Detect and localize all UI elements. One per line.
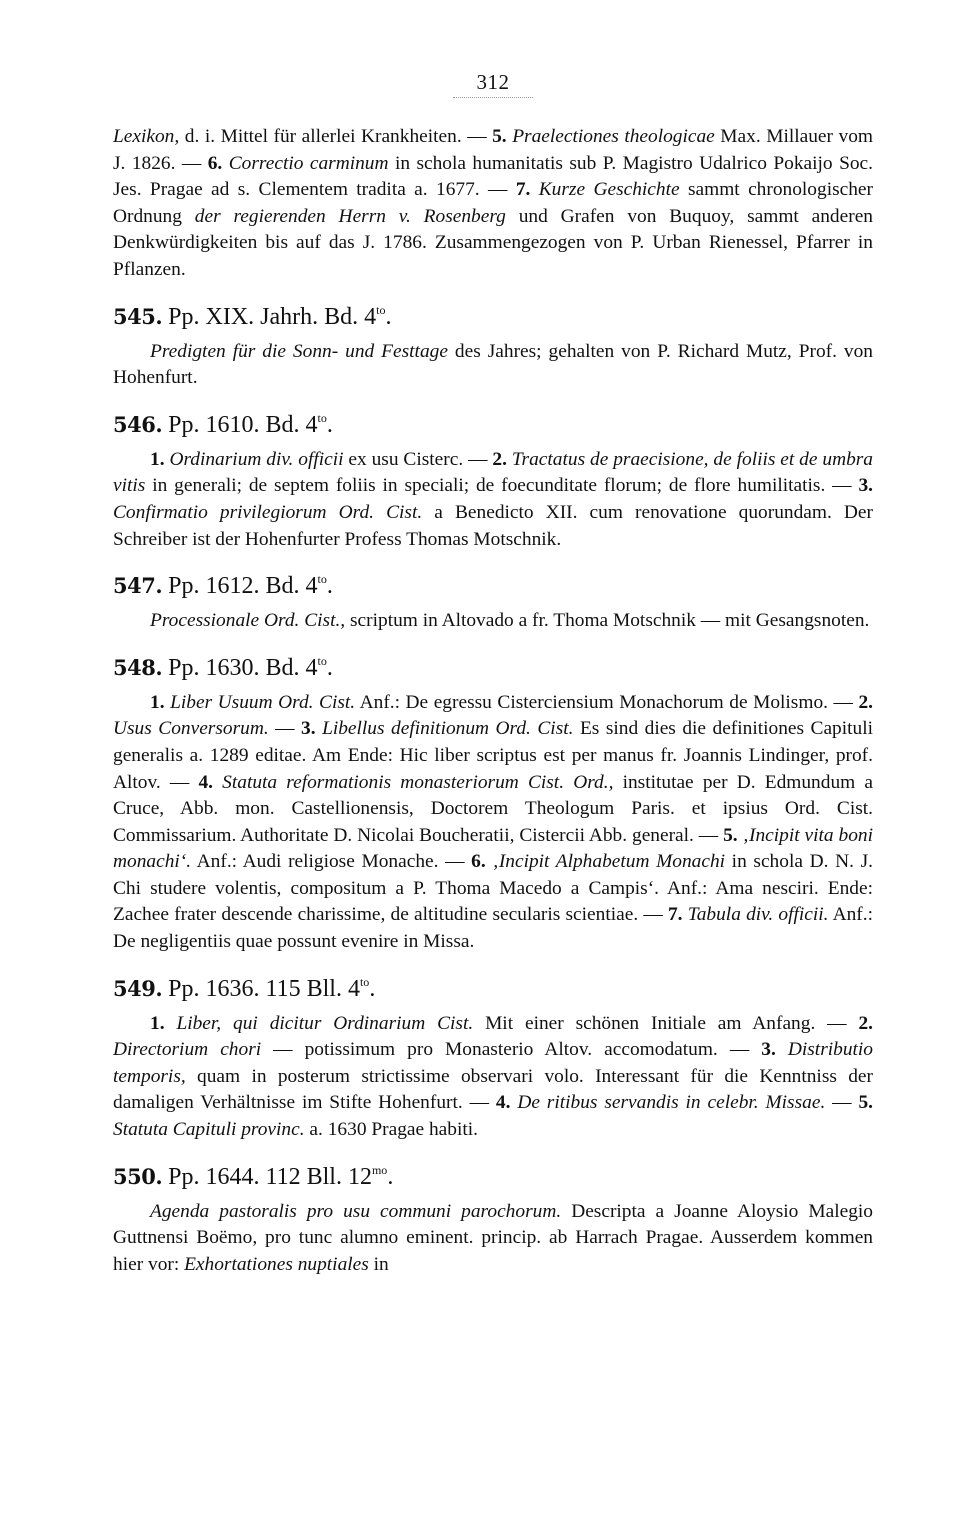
entry-body <box>113 690 873 956</box>
italic-title: Tabula div. officii. <box>687 904 829 926</box>
item-number: 7. <box>515 179 531 201</box>
italic-title: Agenda pastoralis pro usu communi parochorum. <box>150 1200 562 1222</box>
entry-number: 547. <box>113 573 163 599</box>
item-number: 1. <box>150 1012 165 1034</box>
entry-heading-end: . <box>369 975 376 1002</box>
item-number: 5. <box>858 1092 873 1114</box>
entry-descriptor: Pp. XIX. Jahrh. Bd. 4 <box>168 303 377 330</box>
intro-paragraph <box>113 124 873 284</box>
text-run: Es sind dies die definitiones Capituli generalis a. 1289 editae. Am Ende: Hic liber scriptus est per manus fr. Joannis Lindinger, prof. Altov. — <box>113 718 873 793</box>
entry-heading-end: . <box>385 303 392 330</box>
text-run <box>165 1013 177 1034</box>
italic-title: Liber, qui dicitur Ordinarium Cist. <box>176 1012 474 1034</box>
text-run: in generali; de septem foliis in speciali; de foecunditate florum; de flore humilitatis. — <box>145 475 859 497</box>
text-run: Anf.: Audi religiose Monache. — <box>191 851 472 873</box>
entry-body <box>113 1011 873 1144</box>
text-run: Max. Millauer vom J. 1826. — <box>113 126 873 174</box>
entry-heading <box>113 302 873 332</box>
entry-number: 546. <box>113 411 163 437</box>
entry-550 <box>113 1162 873 1279</box>
italic-title: Praelectiones theologicae <box>512 126 715 147</box>
entry-descriptor: Pp. 1612. Bd. 4 <box>168 573 318 600</box>
text-run: Anf.: De egressu Cisterciensium Monachorum de Molismo. — <box>355 691 859 713</box>
entry-descriptor: Pp. 1630. Bd. 4 <box>168 654 318 681</box>
item-number: 1. <box>150 448 165 470</box>
italic-title: Distributio temporis, <box>113 1039 873 1087</box>
text-run: a. 1630 Pragae habiti. <box>304 1119 478 1141</box>
text-run: und Grafen von Buquoy, sammt anderen Denkwürdigkeiten bis auf das J. 1786. Zusammengezogen von P. Urban Rienessel, Pfarrer in Pflanzen. <box>113 205 873 280</box>
item-number: 3. <box>858 475 873 497</box>
item-number: 3. <box>761 1039 776 1061</box>
format-superscript: to <box>317 653 327 668</box>
item-number: 3. <box>301 718 316 740</box>
italic-title: Confirmatio privilegiorum Ord. Cist. <box>113 501 423 523</box>
italic-title: Kurze Geschichte <box>538 179 680 201</box>
italic-title: Liber Usuum Ord. Cist. <box>170 691 356 713</box>
item-number: 2. <box>858 1012 873 1034</box>
text-run: quam in posterum strictissime observari volo. Interessant für die Kenntniss der damaligen Verhältnisse im Stifte Hohenfurt. — <box>113 1065 873 1114</box>
italic-title: Processionale Ord. Cist., <box>150 610 346 632</box>
format-superscript: to <box>376 302 386 317</box>
italic-title: Libellus definitionum Ord. Cist. <box>322 718 574 740</box>
entry-546 <box>113 410 873 553</box>
text-run <box>776 1039 788 1060</box>
entry-descriptor: Pp. 1636. 115 Bll. 4 <box>168 975 360 1002</box>
page-number: 312 <box>476 70 510 94</box>
text-run: — <box>268 718 302 740</box>
format-superscript: to <box>317 572 327 587</box>
entry-body <box>113 339 873 392</box>
text-run: Anf.: De negligentiis quae possunt evenire in Missa. <box>113 904 873 953</box>
page-number-rule <box>453 97 533 98</box>
entry-body <box>113 1199 873 1279</box>
entry-549 <box>113 974 873 1144</box>
italic-title: Usus Conversorum. <box>113 718 269 740</box>
item-number: 6. <box>207 152 223 174</box>
entry-heading <box>113 974 873 1004</box>
item-number: 7. <box>667 904 683 926</box>
text-run: Descripta a Joanne Aloysio Malegio Guttnensi Boëmo, pro tunc alumno eminent. princip. ab Harrach Pragae. Ausserdem kommen hier vor: <box>113 1200 873 1275</box>
text-run: — potissimum pro Monasterio Altov. accomodatum. — <box>261 1039 762 1061</box>
item-number: 4. <box>495 1092 511 1114</box>
document-page <box>113 70 873 1278</box>
text-run: in schola humanitatis sub P. Magistro Udalrico Pokaijo Soc. Jes. Pragae ad s. Clementem tradita a. 1677. — <box>113 152 873 201</box>
entry-545 <box>113 302 873 392</box>
italic-title: Directorium chori <box>113 1039 262 1061</box>
entry-body <box>113 447 873 553</box>
italic-title: Statuta reformationis monasteriorum Cist. Ord., <box>222 771 614 793</box>
item-number: 2. <box>858 691 873 713</box>
text-run: a Benedicto XII. cum renovatione quorundam. Der Schreiber ist der Hohenfurter Profess Thomas Motschnik. <box>113 501 873 550</box>
text-run: in schola D. N. J. Chi studere volentis, compositum a P. Thoma Macedo a Campis‘. Anf.: Ama nesciri. Ende: Zachee frater descende charissime, de altitudine secularis scientiae. — <box>113 851 873 926</box>
text-run <box>213 772 222 793</box>
text-run: des Jahres; gehalten von P. Richard Mutz, Prof. von Hohenfurt. <box>113 340 873 389</box>
italic-title: ‚Incipit Alphabetum Monachi <box>492 851 726 873</box>
entry-heading <box>113 653 873 683</box>
text-run: — <box>825 1092 859 1114</box>
entry-heading-end: . <box>326 654 333 681</box>
entry-heading <box>113 571 873 601</box>
format-superscript: to <box>359 974 370 989</box>
item-number: 5. <box>492 126 507 147</box>
italic-title: De ritibus servandis in celebr. Missae. <box>517 1092 826 1114</box>
entry-number: 549. <box>113 975 163 1001</box>
text-run <box>530 179 538 200</box>
italic-title: Correctio carminum <box>228 152 389 174</box>
item-number: 2. <box>492 448 507 470</box>
italic-title: ‚Incipit vita boni monachi‘. <box>113 824 873 873</box>
italic-title: Exhortationes nuptiales <box>184 1253 369 1275</box>
item-number: 4. <box>198 771 214 793</box>
entry-548 <box>113 653 873 956</box>
format-superscript: to <box>317 410 327 425</box>
item-number: 1. <box>150 691 165 713</box>
text-run: in <box>368 1253 389 1275</box>
entry-number: 548. <box>113 654 163 680</box>
text-run: institutae per D. Edmundum a Cruce, Abb. mon. Castellionensis, Doctorem Theologum Paris. et ipsius Ord. Cist. Commissarium. Authoritate D. Nicolai Boucheratii, Cistercii Abb. general. — <box>113 771 873 846</box>
text-run: Mit einer schönen Initiale am Anfang. — <box>473 1012 859 1034</box>
entry-heading-end: . <box>387 1163 394 1190</box>
italic-title: Lexikon, <box>113 126 180 147</box>
italic-title: Tractatus de praecisione, de foliis et de umbra vitis <box>113 448 874 497</box>
italic-title: Predigten für die Sonn- und Festtage <box>150 340 448 362</box>
entry-body <box>113 608 873 635</box>
format-superscript: mo <box>371 1162 388 1177</box>
text-run: scriptum in Altovado a fr. Thoma Motschnik — mit Gesangsnoten. <box>345 610 870 632</box>
entry-descriptor: Pp. 1644. 112 Bll. 12 <box>168 1163 372 1190</box>
italic-title: Statuta Capituli provinc. <box>113 1119 305 1141</box>
entry-heading-end: . <box>326 411 333 438</box>
text-run: sammt chronologischer Ordnung <box>113 179 873 227</box>
text-run: ex usu Cisterc. — <box>343 448 493 470</box>
italic-title: der regierenden Herrn v. Rosenberg <box>194 205 506 227</box>
entry-heading <box>113 1162 873 1192</box>
entry-number: 545. <box>113 303 163 329</box>
entry-heading-end: . <box>326 573 333 600</box>
entry-descriptor: Pp. 1610. Bd. 4 <box>168 411 318 438</box>
text-run: d. i. Mittel für allerlei Krankheiten. — <box>179 126 493 147</box>
item-number: 5. <box>723 824 738 846</box>
italic-title: Ordinarium div. officii <box>169 448 344 470</box>
entry-547 <box>113 571 873 635</box>
entry-number: 550. <box>113 1163 163 1189</box>
entry-heading <box>113 410 873 440</box>
item-number: 6. <box>471 851 486 873</box>
